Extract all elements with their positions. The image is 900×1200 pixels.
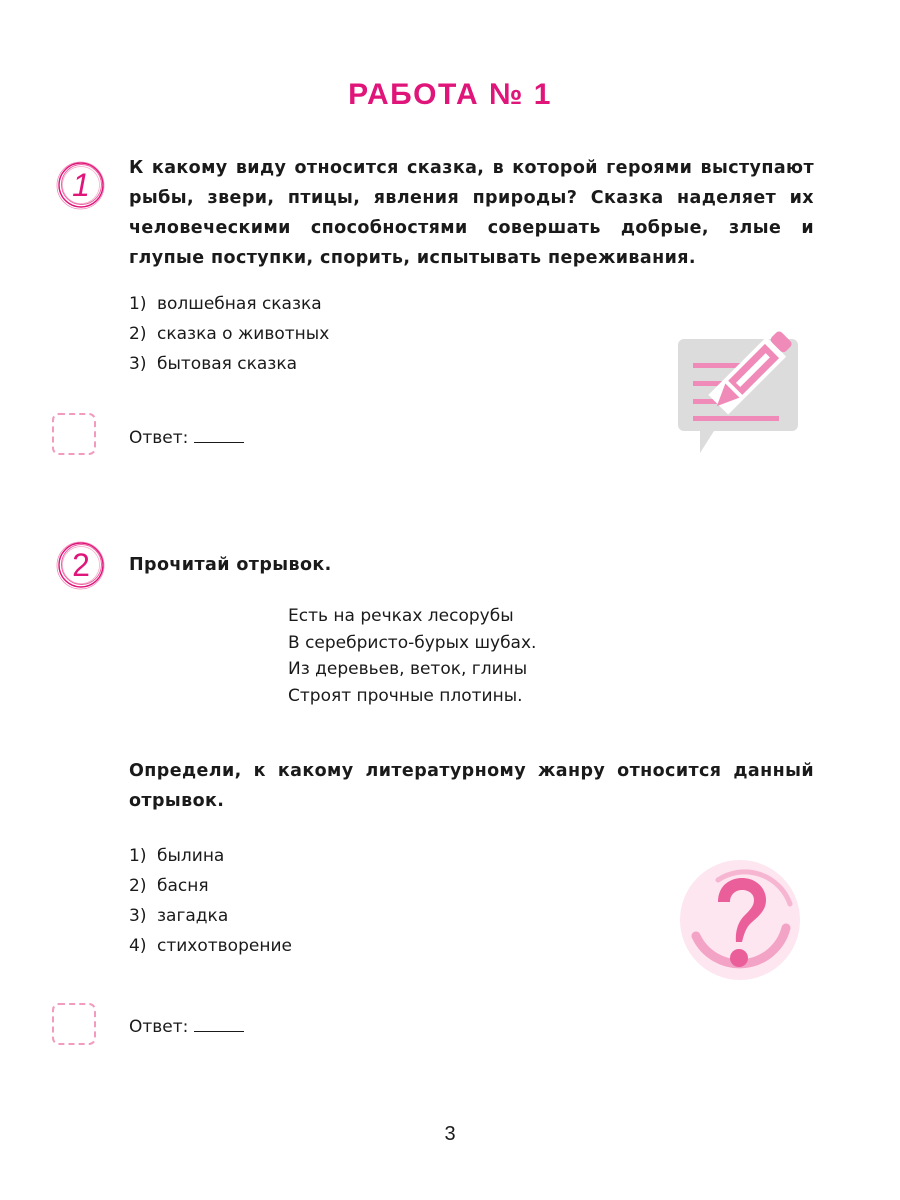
poem-line: Из деревьев, веток, глины <box>288 659 528 679</box>
answer-line[interactable] <box>194 1015 244 1032</box>
option-item[interactable]: 3) бытовая сказка <box>129 354 298 374</box>
answer-box[interactable] <box>52 413 96 455</box>
question-text: Прочитай отрывок. <box>129 555 332 575</box>
question-text: К какому виду относится сказка, в которой героями выступают рыбы, звери, птицы, явления природы? Сказка наделяет их человеческими способностями совершать добрые, злые и глупые поступки, спорить, испытывать переживания. <box>129 158 814 268</box>
question-mark-icon <box>678 858 802 986</box>
poem-line: Строят прочные плотины. <box>288 685 523 706</box>
answer-box[interactable] <box>52 1003 96 1045</box>
question-number-badge: 1 <box>56 160 106 210</box>
answer-field[interactable]: Ответ: <box>129 1015 244 1037</box>
options-list <box>129 841 292 961</box>
option-item[interactable]: 2) басня <box>129 876 209 896</box>
option-item[interactable]: 2) сказка о животных <box>129 324 330 344</box>
page-title: РАБОТА № 1 <box>348 78 552 111</box>
answer-field[interactable]: Ответ: <box>129 426 244 448</box>
question-prompt: Определи, к какому литературному жанру относится данный отрывок. <box>129 761 814 811</box>
pencil-speech-bubble-icon <box>676 325 810 459</box>
poem-line: В серебристо-бурых шубах. <box>288 632 537 653</box>
poem-excerpt <box>288 603 536 709</box>
answer-line[interactable] <box>194 426 244 443</box>
option-item[interactable]: 4) стихотворение <box>129 936 292 956</box>
poem-line: Есть на речках лесорубы <box>288 606 514 626</box>
question-number-badge: 2 <box>56 540 106 590</box>
option-item[interactable]: 3) загадка <box>129 906 229 926</box>
option-item[interactable]: 1) былина <box>129 846 225 866</box>
page-number: 3 <box>444 1123 456 1145</box>
option-item[interactable]: 1) волшебная сказка <box>129 294 322 314</box>
options-list <box>129 289 329 379</box>
